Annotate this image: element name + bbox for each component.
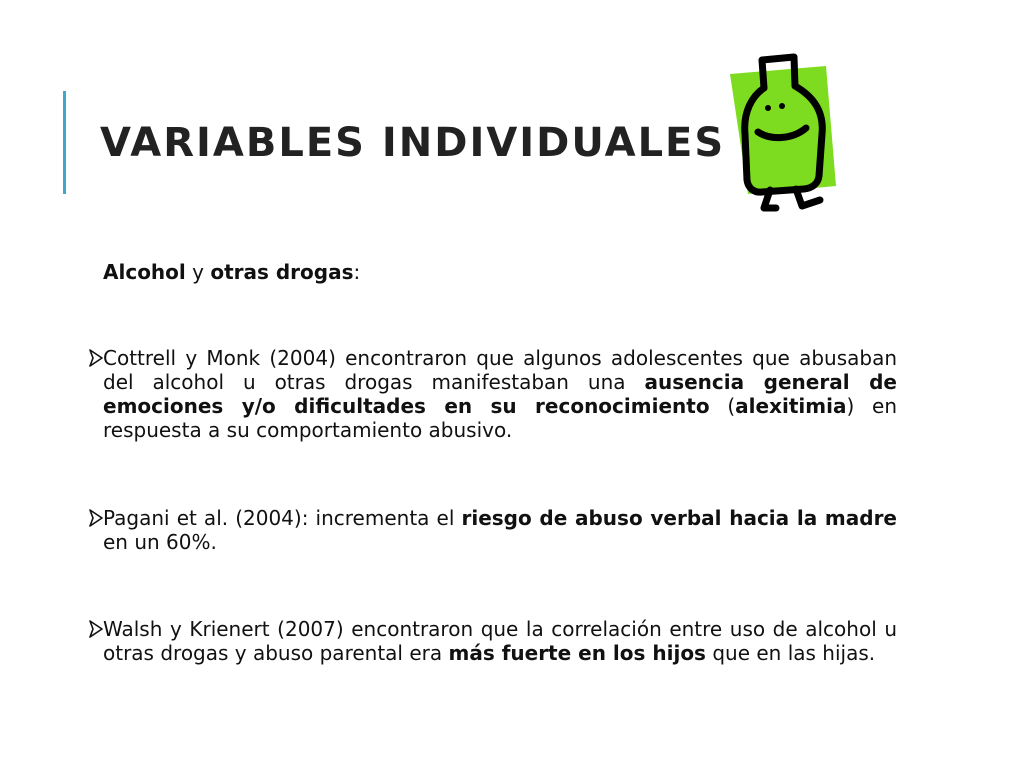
title-accent-bar xyxy=(63,91,66,194)
arrow-bullet-icon xyxy=(89,347,103,369)
subheading-connector: y xyxy=(185,260,211,284)
arrow-bullet-icon xyxy=(89,618,103,640)
subheading-alcohol: Alcohol xyxy=(103,260,186,284)
bullet-bold-text: más fuerte en los hijos xyxy=(448,641,706,665)
bullet-text: ( xyxy=(709,394,736,418)
bullet-item-pagani xyxy=(103,506,897,554)
bullet-item-walsh-krienert xyxy=(103,617,897,665)
bullet-text: Pagani et al. (2004): incrementa el xyxy=(103,506,462,530)
subheading-other-drugs: otras drogas xyxy=(210,260,354,284)
section-subheading xyxy=(103,260,360,284)
bullet-bold-text: riesgo de abuso verbal hacia la madre xyxy=(461,506,897,530)
bullet-item-cottrell-monk xyxy=(103,346,897,442)
bullet-bold-text: alexitimia xyxy=(735,394,847,418)
subheading-colon: : xyxy=(353,260,361,284)
arrow-bullet-icon xyxy=(89,507,103,529)
bullet-text: en un 60%. xyxy=(103,530,217,554)
bullet-text: que en las hijas. xyxy=(705,641,876,665)
bullet-text: Walsh y Krienert (2007) encontraron que la correlación entre uso de alcohol u otras drogas y abuso parental era xyxy=(103,617,897,665)
bullet-text: ) en respuesta a su comportamiento abusivo. xyxy=(103,394,897,442)
bottle-mascot-icon xyxy=(718,48,848,218)
bullet-text: Cottrell y Monk (2004) encontraron que algunos adolescentes que abusaban del alcohol u otras drogas manifestaban una xyxy=(103,346,897,394)
bullet-bold-text: ausencia general de emociones y/o dificultades en su reconocimiento xyxy=(103,370,897,418)
slide-title: VARIABLES INDIVIDUALES xyxy=(100,120,726,166)
